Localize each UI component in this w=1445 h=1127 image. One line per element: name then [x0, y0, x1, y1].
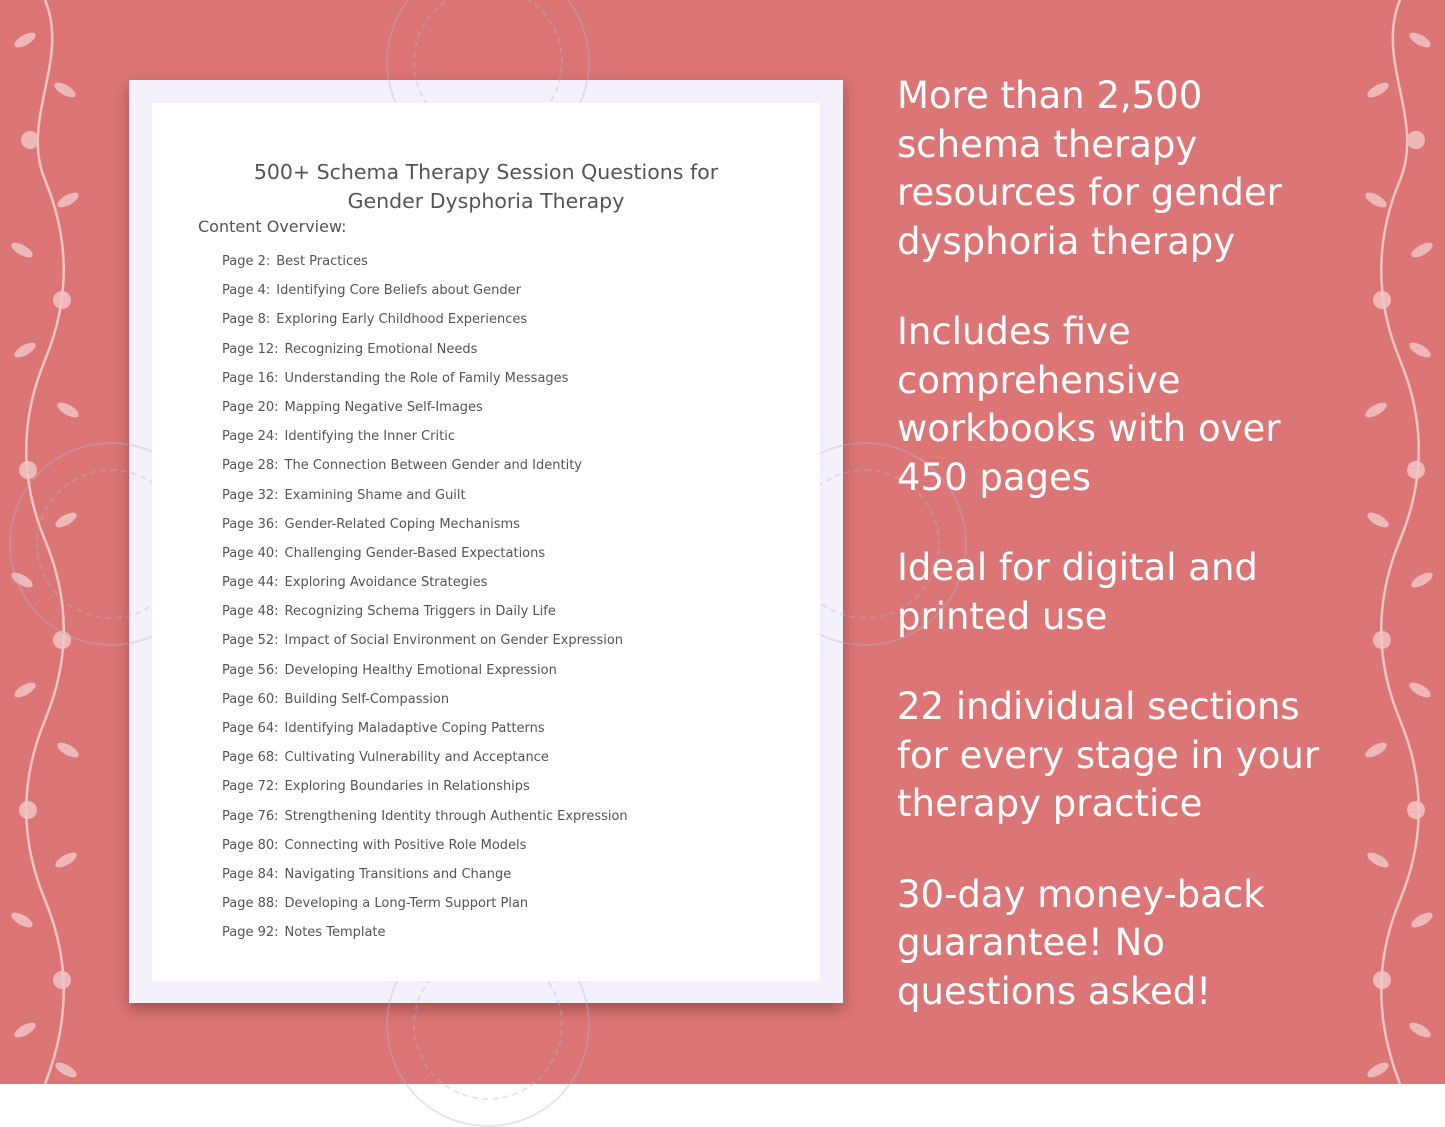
toc-page: Page 52: [222, 633, 279, 649]
toc-item [222, 867, 628, 896]
toc-item [222, 371, 628, 400]
toc-item [222, 283, 628, 312]
toc-page: Page 20: [222, 399, 279, 415]
toc-title: Identifying Core Beliefs about Gender [276, 283, 521, 299]
toc-title: Best Practices [276, 254, 368, 269]
toc-item [222, 779, 628, 808]
toc-item [222, 429, 628, 458]
feature-guarantee: 30-day money-back guarantee! No questions asked! [897, 872, 1265, 1013]
toc-page: Page 16: [222, 370, 279, 386]
toc-title: Navigating Transitions and Change [284, 866, 512, 882]
toc-item [222, 838, 628, 867]
toc-page: Page 24: [222, 429, 279, 445]
toc-page: Page 8: [222, 312, 271, 328]
toc-item [222, 925, 628, 954]
toc-item [222, 721, 628, 750]
toc-title: Gender-Related Coping Mechanisms [284, 516, 520, 532]
toc-page: Page 48: [222, 604, 279, 620]
toc-title: Impact of Social Environment on Gender Expression [284, 633, 624, 649]
toc-page: Page 32: [222, 487, 279, 503]
toc-page: Page 80: [222, 837, 279, 853]
toc-page: Page 28: [222, 458, 279, 474]
feature-list [897, 72, 1327, 1058]
toc-page: Page 84: [222, 866, 279, 882]
toc-title: Identifying Maladaptive Coping Patterns [284, 721, 545, 736]
toc-item [222, 663, 628, 692]
toc-page: Page 68: [222, 750, 279, 766]
toc-title: Connecting with Positive Role Models [284, 837, 527, 853]
toc-item [222, 400, 628, 429]
toc-item [222, 458, 628, 487]
toc-title: Cultivating Vulnerability and Acceptance [284, 750, 549, 766]
toc-title: Identifying the Inner Critic [284, 429, 455, 445]
table-of-contents [222, 254, 628, 955]
toc-item [222, 546, 628, 575]
toc-title: Exploring Boundaries in Relationships [284, 779, 530, 795]
toc-item [222, 312, 628, 341]
toc-title: Mapping Negative Self-Images [284, 399, 483, 415]
toc-title: Challenging Gender-Based Expectations [284, 545, 546, 561]
toc-title: Exploring Avoidance Strategies [284, 575, 488, 591]
toc-title: Exploring Early Childhood Experiences [276, 312, 528, 328]
toc-item [222, 517, 628, 546]
feature-workbooks: Includes five comprehensive workbooks with over 450 pages [897, 310, 1281, 499]
toc-title: Developing a Long-Term Support Plan [284, 896, 529, 912]
floral-vine-right-decoration [1350, 0, 1445, 1084]
toc-page: Page 56: [222, 662, 279, 678]
toc-page: Page 88: [222, 896, 279, 912]
toc-item [222, 575, 628, 604]
toc-page: Page 64: [222, 721, 279, 736]
floral-vine-right-icon [1350, 0, 1445, 1084]
toc-title: Notes Template [284, 925, 386, 941]
toc-item [222, 633, 628, 662]
toc-item [222, 488, 628, 517]
toc-item [222, 896, 628, 925]
toc-title: Recognizing Schema Triggers in Daily Life [284, 604, 556, 620]
feature-sections: 22 individual sections for every stage in your therapy practice [897, 685, 1320, 825]
document-title: 500+ Schema Therapy Session Questions for Gender Dysphoria Therapy [253, 160, 719, 213]
toc-item [222, 342, 628, 371]
toc-page: Page 36: [222, 516, 279, 532]
toc-page: Page 40: [222, 545, 279, 561]
toc-title: Examining Shame and Guilt [284, 487, 466, 503]
toc-title: Developing Healthy Emotional Expression [284, 662, 557, 678]
document-page [152, 103, 820, 981]
toc-item [222, 809, 628, 838]
toc-page: Page 44: [222, 575, 279, 591]
toc-page: Page 12: [222, 341, 279, 357]
toc-title: Strengthening Identity through Authentic Expression [284, 808, 628, 824]
content-overview-label: Content Overview: [198, 217, 347, 236]
toc-page: Page 72: [222, 779, 279, 795]
toc-title: Understanding the Role of Family Messages [284, 370, 569, 386]
feature-digital-print: Ideal for digital and printed use [897, 546, 1258, 638]
toc-page: Page 60: [222, 691, 279, 707]
toc-item [222, 254, 628, 283]
toc-page: Page 4: [222, 283, 271, 299]
document-preview [129, 80, 843, 1003]
toc-item [222, 750, 628, 779]
toc-title: Recognizing Emotional Needs [284, 341, 478, 357]
toc-page: Page 2: [222, 254, 271, 269]
toc-item [222, 692, 628, 721]
toc-title: Building Self-Compassion [284, 691, 450, 707]
toc-page: Page 76: [222, 808, 279, 824]
toc-page: Page 92: [222, 925, 279, 941]
feature-resources: More than 2,500 schema therapy resources for gender dysphoria therapy [897, 74, 1282, 263]
toc-item [222, 604, 628, 633]
toc-title: The Connection Between Gender and Identity [284, 458, 582, 474]
